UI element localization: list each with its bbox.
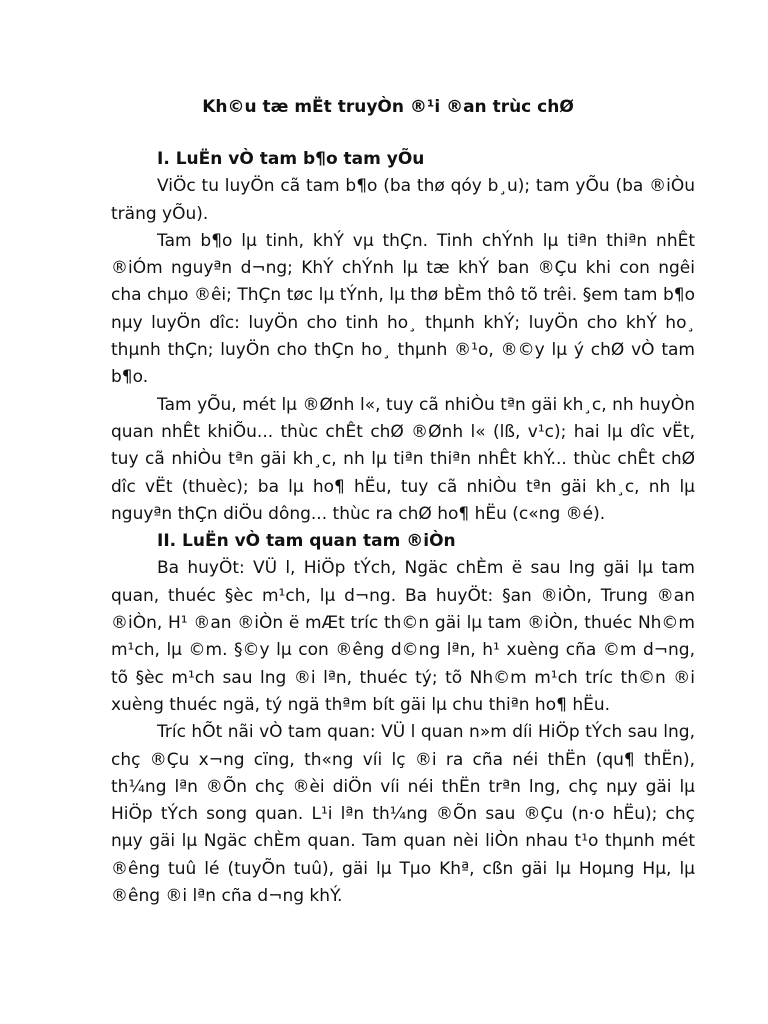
paragraph: ViÖc tu luyÖn cã tam b¶o (ba thø qóy b¸u); tam yÕu (ba ®iÒu träng yÕu). (111, 176, 695, 224)
paragraph: Ba huyÖt: VÜ l, HiÖp tÝch, Ngäc chÈm ë sau lng gäi lµ tam quan, thuéc §èc m¹ch, lµ d¬ng. Ba huyÖt: §an ®iÒn, Trung ®an ®iÒn, H¹ ®an ®iÒn ë mÆt tríc th©n gäi lµ tam ®iÒn, thuéc Nh©m m¹ch, lµ ©m. §©y lµ con ®êng d©ng lªn, h¹ xuèng cña ©m d¬ng, tõ §èc m¹ch sau lng ®i lªn, thuéc tý; tõ Nh©m m¹ch tríc th©n ®i xuèng thuéc ngä, tý ngä thªm bít gäi lµ chu thiªn ho¶ hËu. (111, 558, 695, 715)
paragraph: Tam b¶o lµ tinh, khÝ vµ thÇn. Tinh chÝnh lµ tiªn thiªn nhÊt ®iÓm nguyªn d¬ng; KhÝ chÝnh lµ tæ khÝ ban ®Çu khi con ngêi cha chµo ®êi; ThÇn tøc lµ tÝnh, lµ thø bÈm thô tõ trêi. §em tam b¶o nµy luyÖn dîc: luyÖn cho tinh ho¸ thµnh khÝ; luyÖn cho khÝ ho¸ thµnh thÇn; luyÖn cho thÇn ho¸ thµnh ®¹o, ®©y lµ ý chØ vÒ tam b¶o. (111, 230, 695, 388)
section-heading: I. LuËn vÒ tam b¶o tam yÕu (157, 149, 425, 169)
paragraph: Tríc hÕt nãi vÒ tam quan: VÜ l quan n»m díi HiÖp tÝch sau lng, chç ®Çu x¬ng cïng, th«ng víi lç ®i ra cña néi thËn (qu¶ thËn), th¼ng lªn ®Õn chç ®èi diÖn víi néi thËn trªn lng, chç nµy gäi lµ HiÖp tÝch song quan. L¹i lªn th¼ng ®Õn sau ®Çu (n·o hËu); chç nµy gäi lµ Ngäc chÈm quan. Tam quan nèi liÒn nhau t¹o thµnh mét ®êng tuû lé (tuyÕn tuû), gäi lµ Tµo Khª, cßn gäi lµ Hoµng Hµ, lµ ®êng ®i lªn cña d¬ng khÝ. (111, 722, 695, 907)
paragraph: Tam yÕu, mét lµ ®Ønh l«, tuy cã nhiÒu tªn gäi kh¸c, nh huyÒn quan nhÊt khiÕu... thùc chÊt chØ ®Ønh l« (lß, v¹c); hai lµ dîc vËt, tuy cã nhiÒu tªn gäi kh¸c, nh lµ tiªn thiªn nhÊt khÝ... thùc chÊt chØ dîc vËt (thuèc); ba lµ ho¶ hËu, tuy cã nhiÒu tªn gäi kh¸c, nh lµ nguyªn thÇn diÖu dông... thùc ra chØ ho¶ hËu (c«ng ®é). (111, 394, 695, 524)
document-title: Kh©u tæ mËt truyÒn ®¹i ®an trùc chØ (202, 97, 574, 117)
document-body (111, 146, 695, 910)
section-heading: II. LuËn vÒ tam quan tam ®iÒn (157, 531, 456, 552)
